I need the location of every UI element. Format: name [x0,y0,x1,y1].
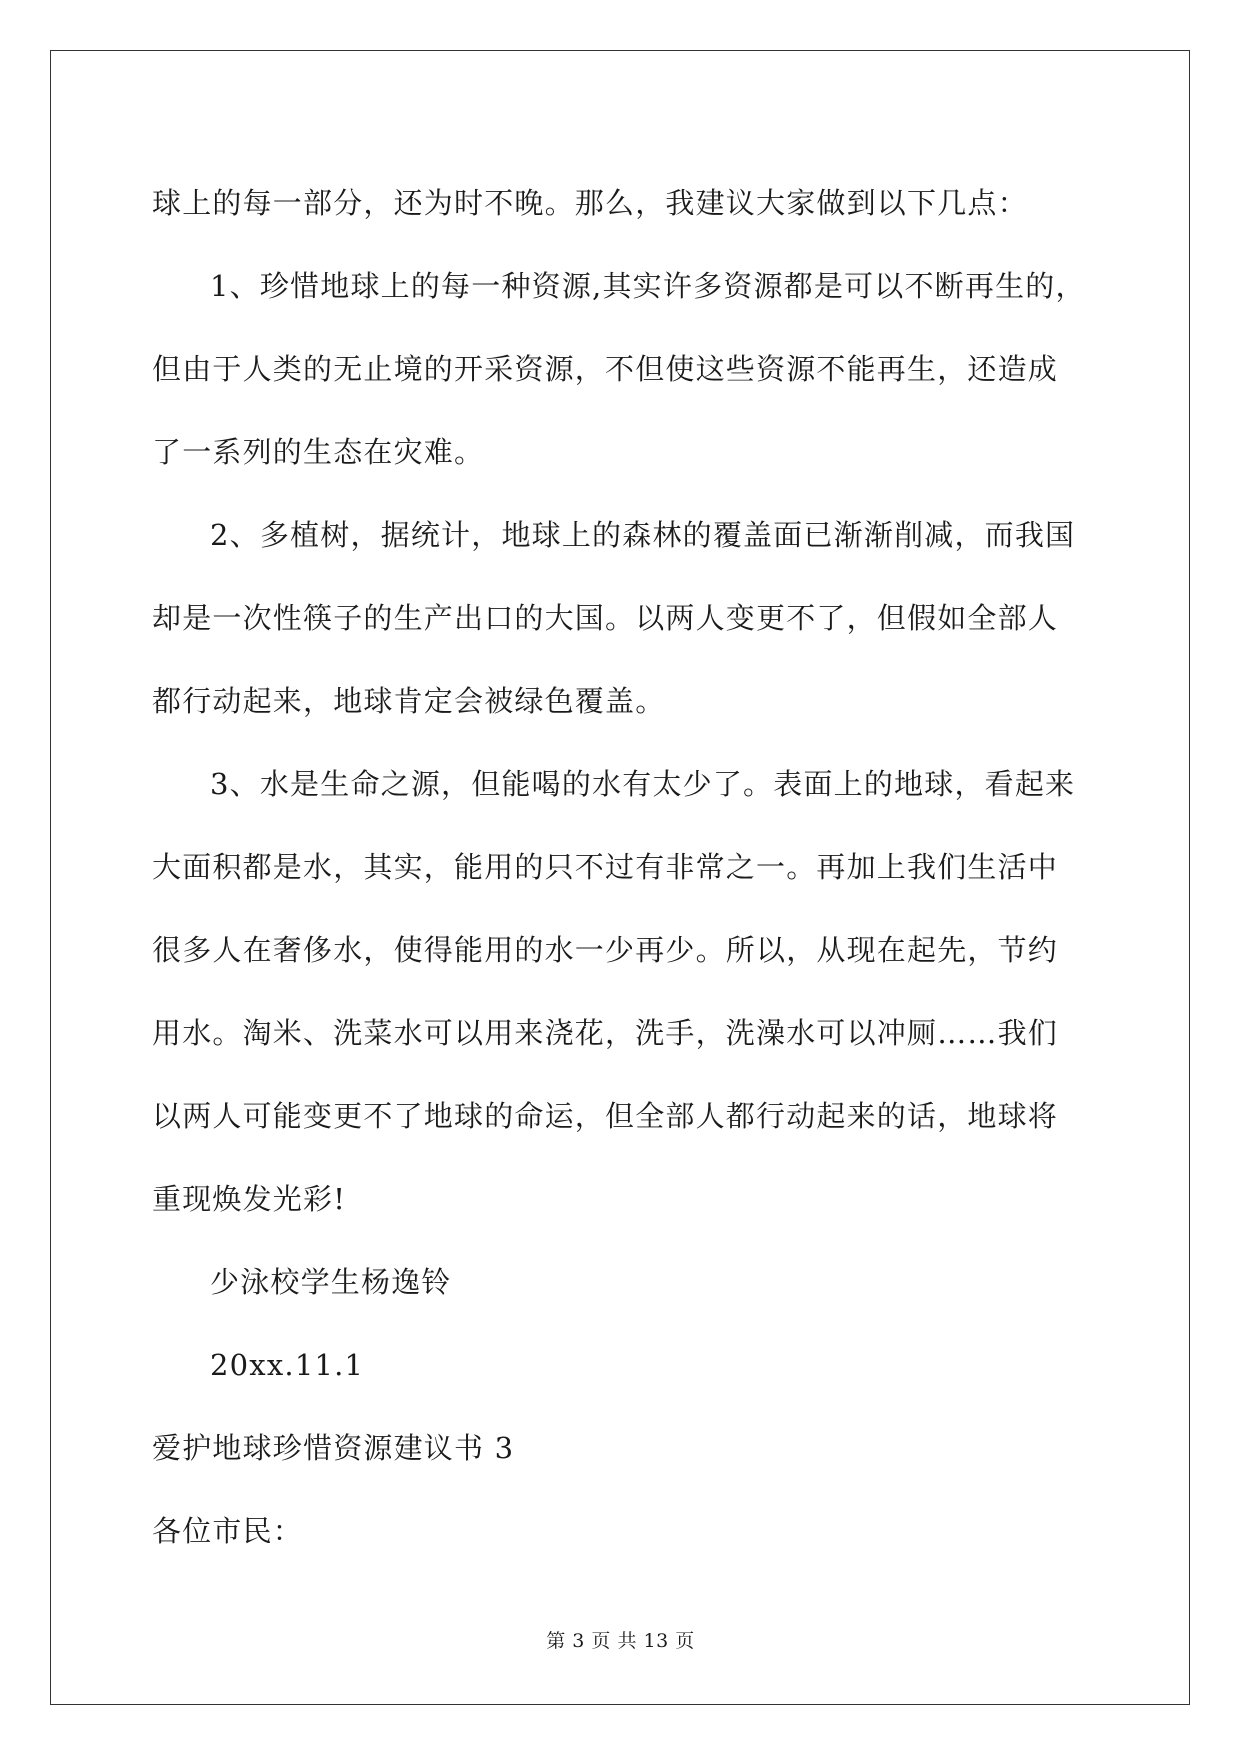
text-line-4: 了一系列的生态在灾难。 [152,435,485,469]
text-line-3: 但由于人类的无止境的开采资源，不但使这些资源不能再生，还造成 [152,352,1059,386]
signature-name: 少泳校学生杨逸铃 [210,1265,452,1299]
text-line-10: 很多人在奢侈水，使得能用的水一少再少。所以，从现在起先，节约 [152,933,1059,967]
text-line-9: 大面积都是水，其实，能用的只不过有非常之一。再加上我们生活中 [152,850,1059,884]
salutation: 各位市民： [152,1514,304,1548]
text-line-5: 2、多植树，据统计，地球上的森林的覆盖面已渐渐削减，而我国 [210,518,1076,552]
text-line-1: 球上的每一部分，还为时不晚。那么，我建议大家做到以下几点： [152,186,1028,220]
signature-date: 20xx.11.1 [210,1348,365,1382]
text-line-2: 1、珍惜地球上的每一种资源,其实许多资源都是可以不断再生的， [210,269,1086,303]
section-title: 爱护地球珍惜资源建议书 3 [152,1431,515,1465]
text-line-6: 却是一次性筷子的生产出口的大国。以两人变更不了，但假如全部人 [152,601,1059,635]
text-line-7: 都行动起来，地球肯定会被绿色覆盖。 [152,684,666,718]
document-body [152,162,1092,1573]
text-line-8: 3、水是生命之源，但能喝的水有太少了。表面上的地球，看起来 [210,767,1076,801]
page-number-footer: 第 3 页 共 13 页 [546,1630,695,1652]
text-line-12: 以两人可能变更不了地球的命运，但全部人都行动起来的话，地球将 [152,1099,1059,1133]
text-line-11: 用水。淘米、洗菜水可以用来浇花，洗手，洗澡水可以冲厕……我们 [152,1016,1059,1050]
text-line-13: 重现焕发光彩! [152,1182,347,1216]
